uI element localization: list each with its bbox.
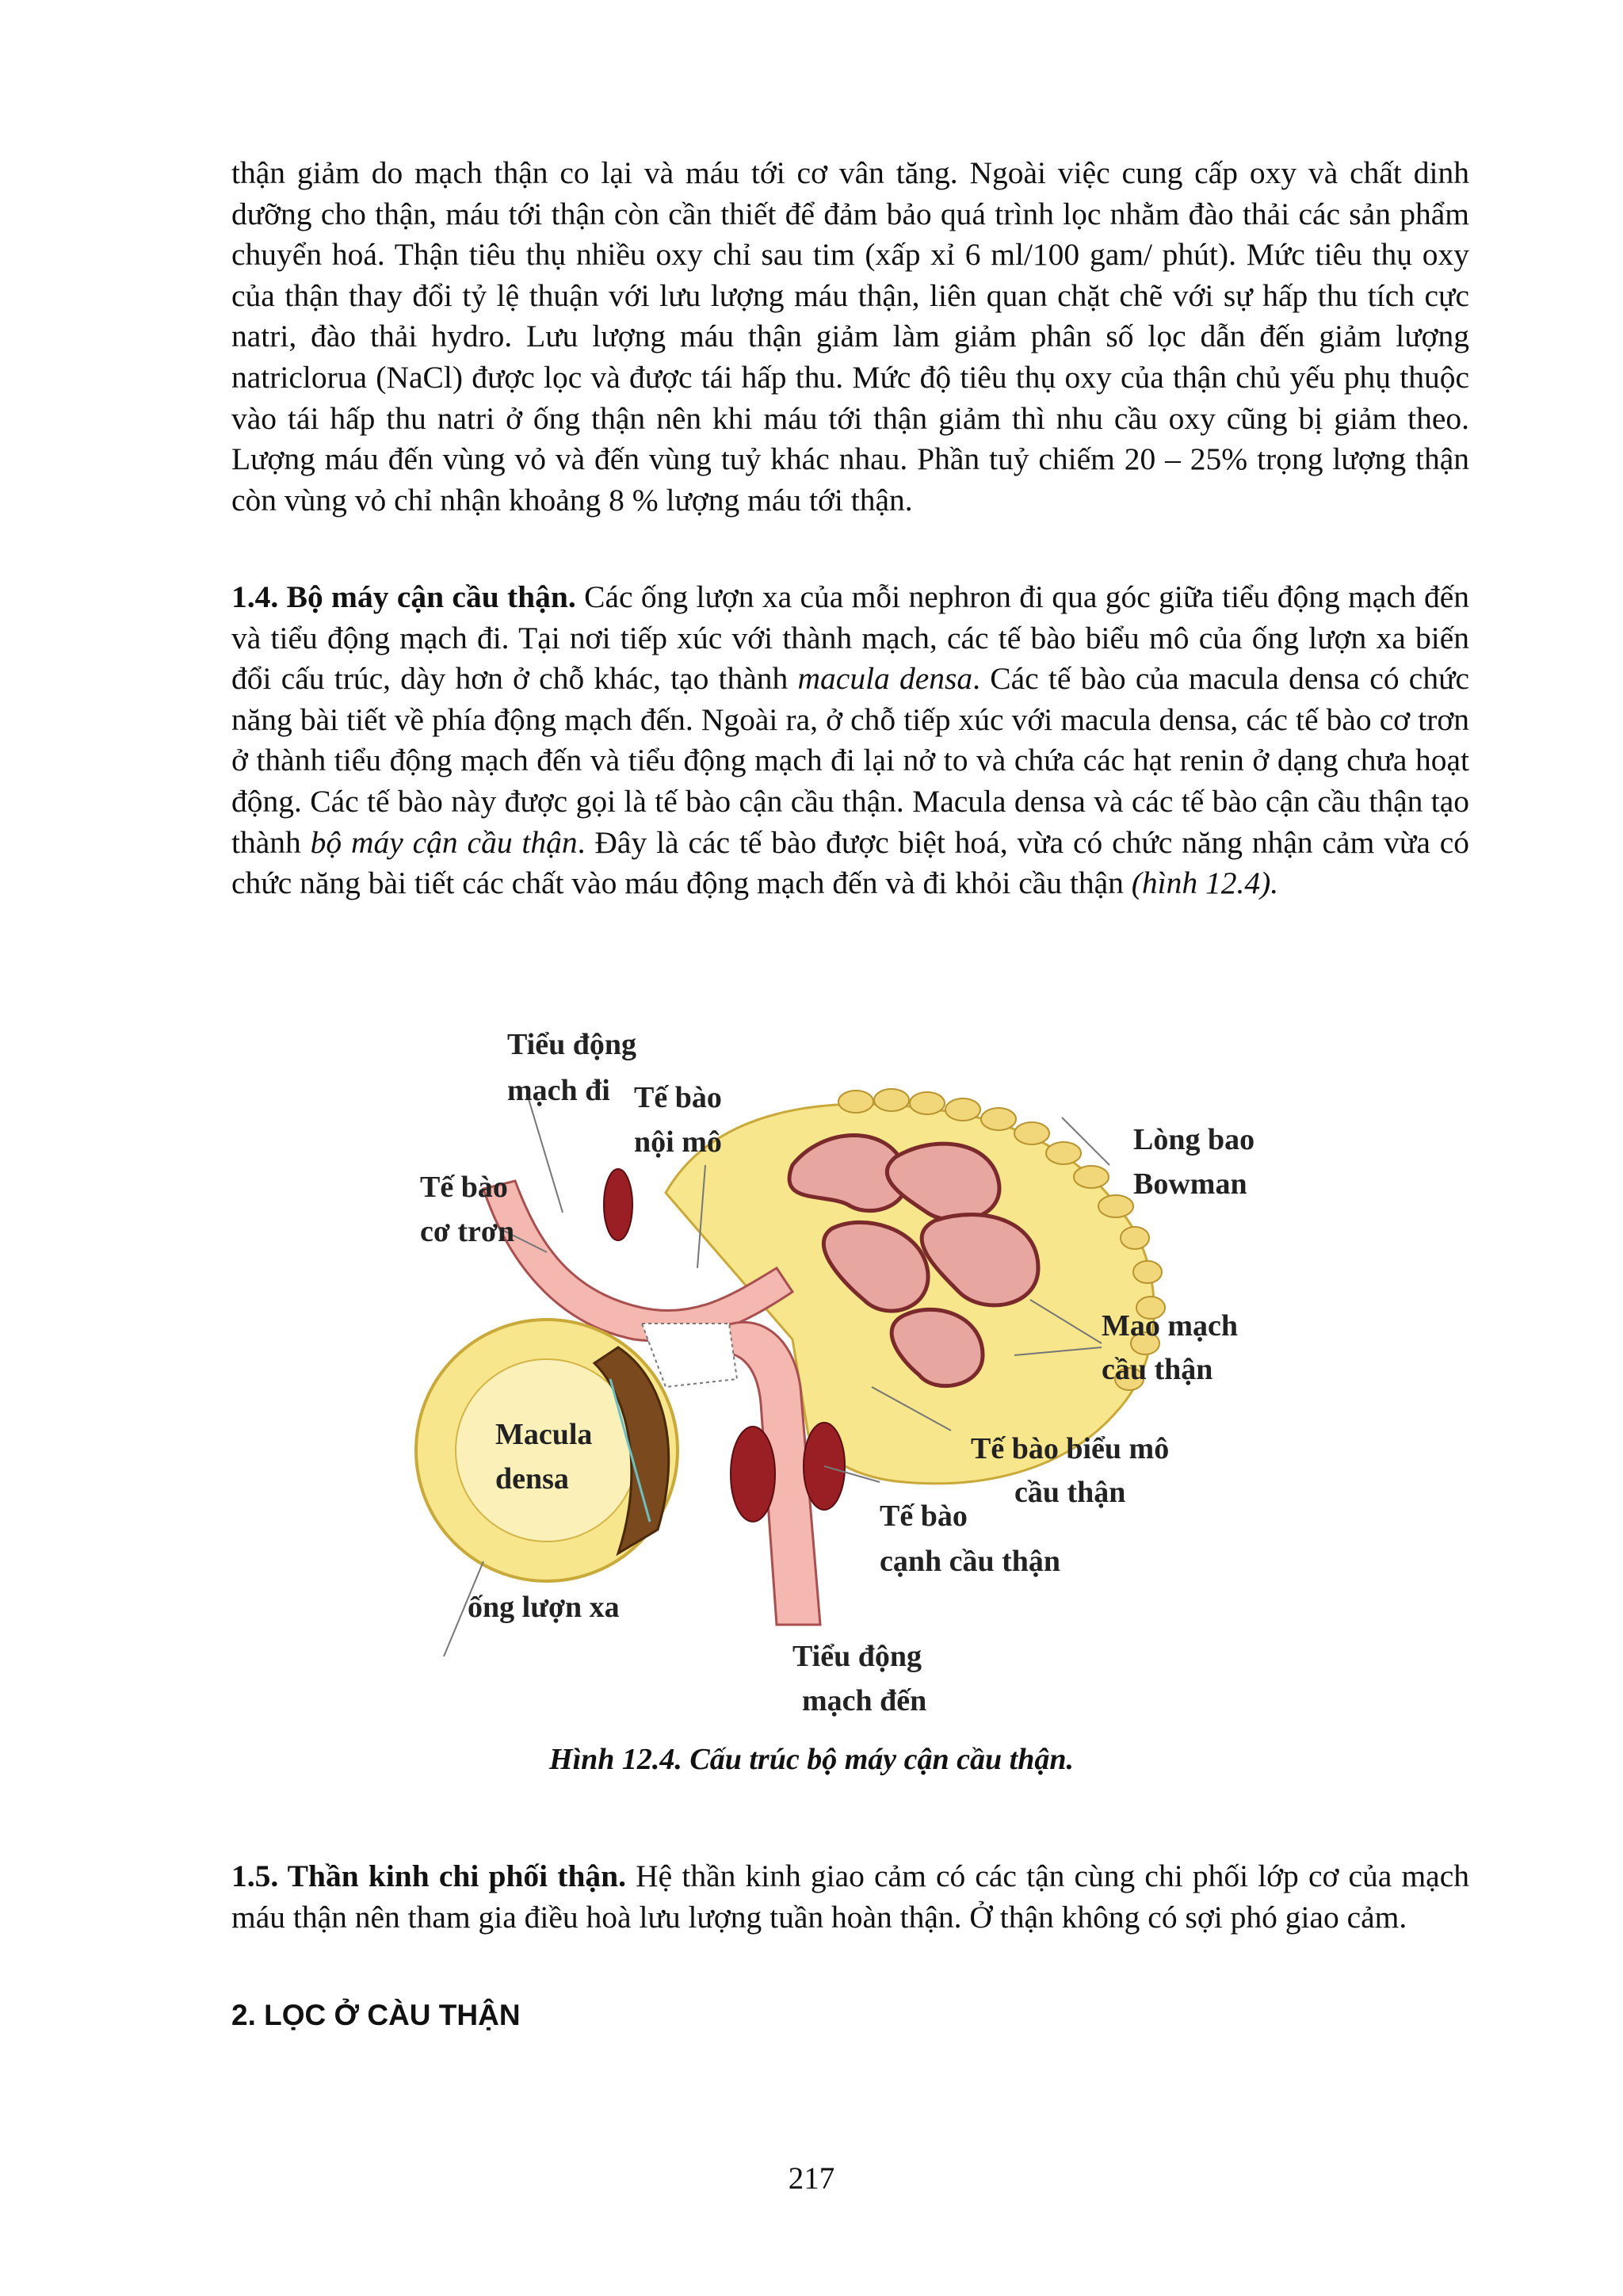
paragraph-nerve-supply [231,1856,1469,1938]
label-tieu-dong-mach-den-1: Tiểu động [792,1640,922,1673]
term-macula-densa: macula densa [797,661,973,697]
section-heading-1-4: 1.4. Bộ máy cận cầu thận. [231,579,576,614]
paragraph-text: thận giảm do mạch thận co lại và máu tới cơ vân tăng. Ngoài việc cung cấp oxy và chất dinh dưỡng cho thận, máu tới thận còn cần thiết để đảm bảo quá trình lọc nhằm đào thải các sản phẩm chuyển hoá. Thận tiêu thụ nhiều oxy chỉ sau tim (xấp xỉ 6 ml/100 gam/ phút). Mức tiêu thụ oxy của thận thay đổi tỷ lệ thuận với lưu lượng máu thận, liên quan chặt chẽ với sự hấp thu tích cực natri, đào thải hydro. Lưu lượng máu thận giảm làm giảm phân số lọc dẫn đến giảm lượng natriclorua (NaCl) được lọc và được tái hấp thu. Mức độ tiêu thụ oxy của thận chủ yếu phụ thuộc vào tái hấp thu natri ở ống thận nên khi máu tới thận giảm thì nhu cầu oxy cũng bị giảm theo. Lượng máu đến vùng vỏ và đến vùng tuỷ khác nhau. Phần tuỷ chiếm 20 – 25% trọng lượng thận còn vùng vỏ chỉ nhận khoảng 8 % lượng máu tới thận. [231,155,1469,518]
term-bo-may-can-cau-than: bộ máy cận cầu thận [310,824,578,860]
label-tieu-dong-mach-di-2: mạch đi [507,1074,610,1107]
label-macula-1: Macula [495,1418,593,1451]
label-canh-cau-2: cạnh cầu thận [880,1545,1061,1578]
paragraph-juxtaglomerular [231,577,1469,904]
paragraph-text: . Đây là các tế bào được biệt hoá, vừa có chức năng nhận cảm vừa có chức năng bài tiết các chất vào máu động mạch đến và đi khỏi cầu thận [231,824,1469,901]
paragraph-text: Các ống lượn xa của mỗi nephron đi qua góc giữa tiểu động mạch đến và tiểu động mạch đi. Tại nơi tiếp xúc với thành mạch, các tế bào biểu mô của ống lượn xa biến đổi cấu trúc, dày hơn ở chỗ khác, tạo thành [231,579,1469,697]
section-heading-2: 2. LỌC Ở CÀU THẬN [231,1999,521,2031]
label-ong-luon-xa: ống lượn xa [468,1591,620,1624]
label-te-bao-noi-mo-1: Tế bào [634,1081,722,1114]
figure-caption: Hình 12.4. Cấu trúc bộ máy cận cầu thận. [549,1743,1074,1776]
label-te-bao-noi-mo-2: nội mô [634,1125,722,1159]
label-long-bao-2: Bowman [1133,1167,1247,1201]
paragraph-text: Hệ thần kinh giao cảm có các tận cùng chi phối lớp cơ của mạch máu thận nên tham gia điều hoà lưu lượng tuần hoàn thận. Ở thận không có sợi phó giao cảm. [231,1859,1470,1935]
paragraph-renal-blood-flow [231,153,1469,521]
label-te-bao-co-tron-2: cơ trơn [420,1215,515,1248]
figure-reference: (hình 12.4). [1131,865,1279,901]
label-macula-2: densa [495,1462,569,1496]
label-tieu-dong-mach-den-2: mạch đến [802,1684,927,1717]
label-tieu-dong-mach-di-1: Tiểu động [507,1028,636,1061]
label-mao-mach-1: Mao mạch [1102,1309,1239,1343]
label-mao-mach-2: cầu thận [1102,1353,1213,1386]
label-bieu-mo-2: cầu thận [1014,1476,1126,1509]
section-heading-1-5: 1.5. Thần kinh chi phối thận. [231,1859,627,1893]
label-canh-cau-1: Tế bào [880,1499,968,1533]
label-te-bao-co-tron-1: Tế bào [420,1171,508,1204]
juxtaglomerular-figure [380,1007,1300,1720]
paragraph-text: . Các tế bào của macula densa có chức năng bài tiết về phía động mạch đến. Ngoài ra, ở chỗ tiếp xúc với macula densa, các tế bào cơ trơn ở thành tiểu động mạch đến và tiểu động mạch đi lại nở to và chứa các hạt renin ở dạng chưa hoạt động. Các tế bào này được gọi là tế bào cận cầu thận. Macula densa và các tế bào cận cầu thận tạo thành [231,661,1470,860]
page-number: 217 [788,2161,835,2195]
label-long-bao-1: Lòng bao [1133,1123,1255,1156]
label-bieu-mo-1: Tế bào biểu mô [971,1432,1170,1465]
